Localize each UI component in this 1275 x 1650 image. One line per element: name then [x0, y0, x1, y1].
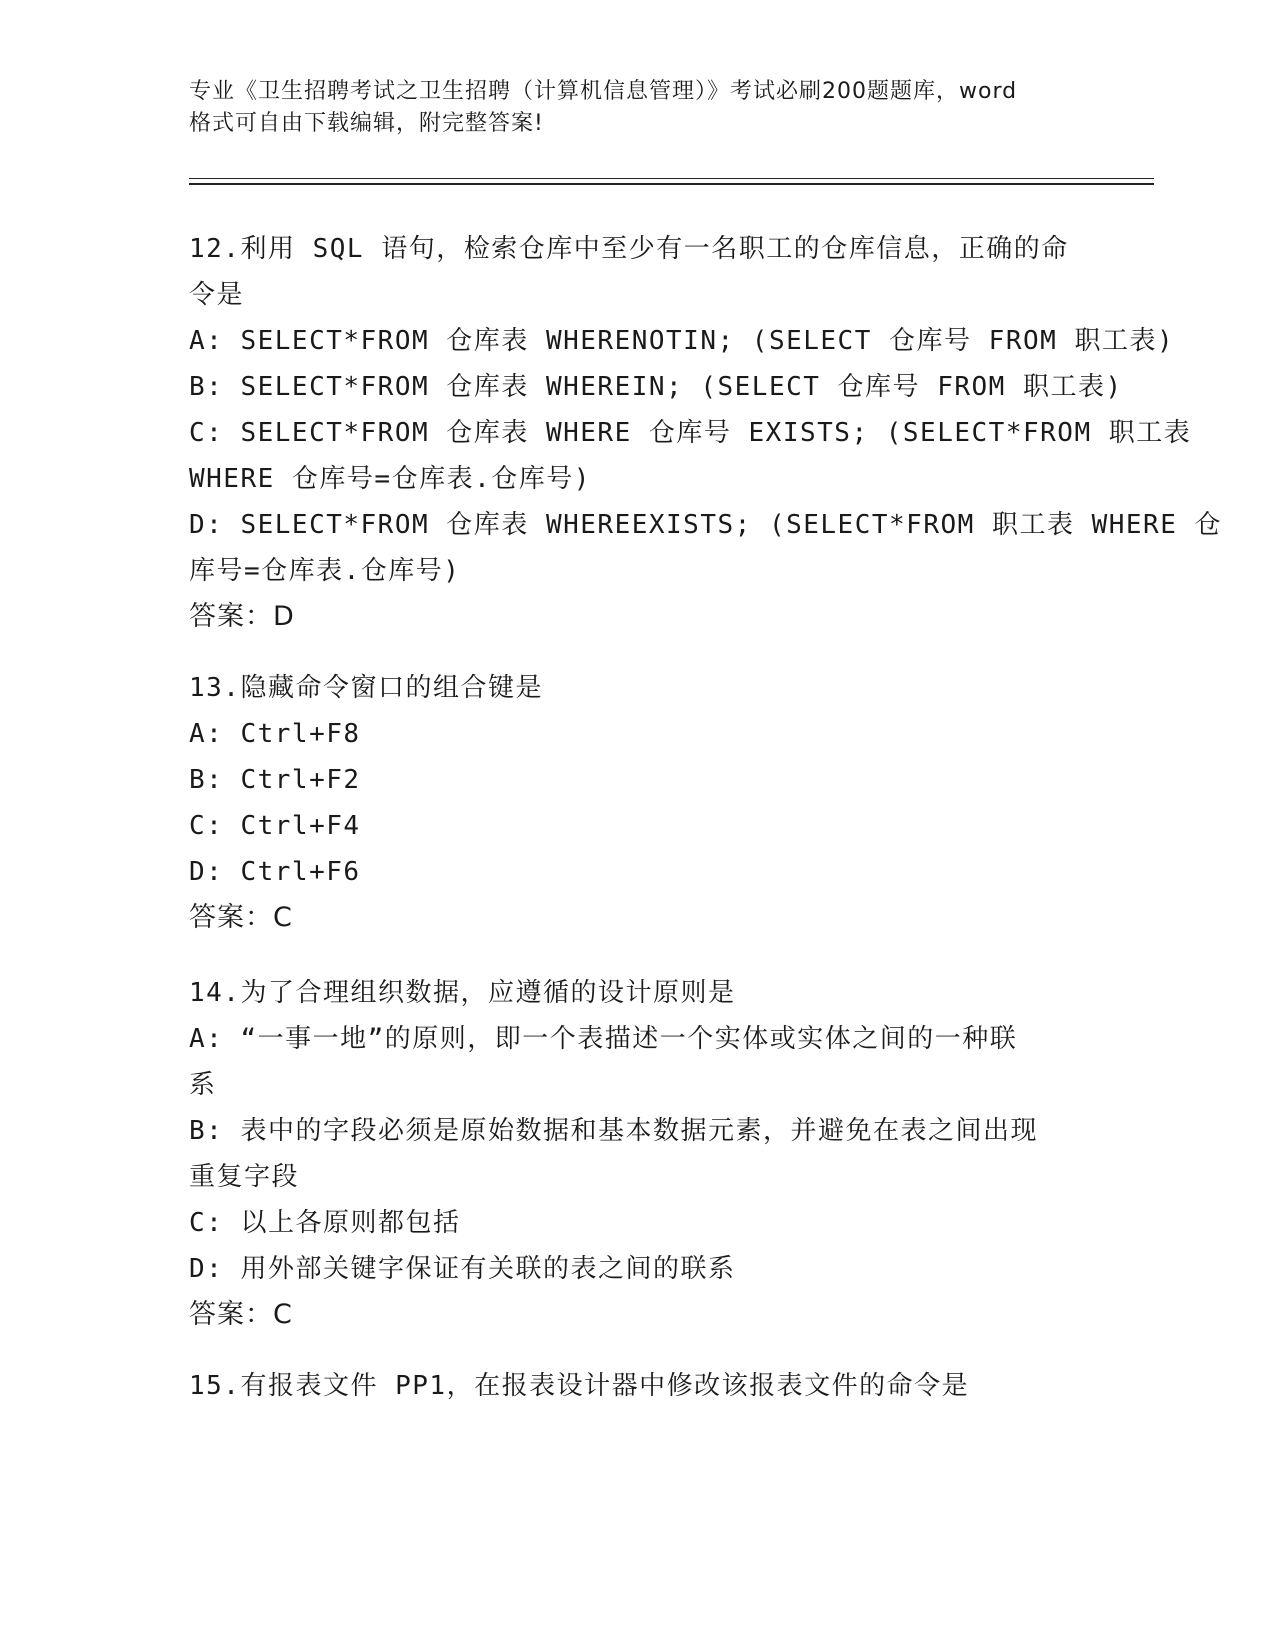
question-13-option-d: D: Ctrl+F6	[189, 857, 361, 887]
question-14-answer: 答案：C	[189, 1299, 293, 1330]
header-divider-thin	[189, 178, 1154, 179]
header-line-1: 专业《卫生招聘考试之卫生招聘（计算机信息管理）》考试必刷200题题库，word	[189, 79, 1018, 104]
question-12-option-d-line-2: 库号=仓库表.仓库号)	[189, 556, 461, 586]
question-14-option-d: D: 用外部关键字保证有关联的表之间的联系	[189, 1254, 736, 1284]
question-12-stem-line-2: 令是	[189, 280, 245, 310]
header-line-2: 格式可自由下载编辑，附完整答案!	[189, 111, 544, 136]
header-divider-thick	[189, 183, 1154, 185]
question-12-option-c-line-1: C: SELECT*FROM 仓库表 WHERE 仓库号 EXISTS; (SELECT*FROM 职工表	[189, 418, 1192, 448]
question-14-option-b-line-1: B: 表中的字段必须是原始数据和基本数据元素，并避免在表之间出现	[189, 1116, 1038, 1146]
question-15-stem: 15.有报表文件 PP1，在报表设计器中修改该报表文件的命令是	[189, 1371, 970, 1401]
question-12	[189, 226, 1223, 640]
question-13-option-b: B: Ctrl+F2	[189, 765, 361, 795]
question-13-stem: 13.隐藏命令窗口的组合键是	[189, 673, 543, 703]
question-14-option-a-line-2: 系	[189, 1070, 217, 1100]
question-13-option-c: C: Ctrl+F4	[189, 811, 361, 841]
question-12-option-d-line-1: D: SELECT*FROM 仓库表 WHEREEXISTS; (SELECT*FROM 职工表 WHERE 仓	[189, 510, 1223, 540]
question-12-option-b: B: SELECT*FROM 仓库表 WHEREIN; (SELECT 仓库号 FROM 职工表)	[189, 372, 1123, 402]
question-12-answer: 答案：D	[189, 601, 295, 632]
question-14-stem: 14.为了合理组织数据，应遵循的设计原则是	[189, 978, 736, 1008]
question-14-option-b-line-2: 重复字段	[189, 1162, 300, 1192]
question-13-option-a: A: Ctrl+F8	[189, 719, 361, 749]
document-header	[189, 76, 1089, 140]
question-13-answer: 答案：C	[189, 902, 293, 933]
question-12-option-a: A: SELECT*FROM 仓库表 WHERENOTIN; (SELECT 仓库号 FROM 职工表)	[189, 326, 1175, 356]
question-14-option-a-line-1: A: “一事一地”的原则，即一个表描述一个实体或实体之间的一种联	[189, 1024, 1018, 1054]
question-13	[189, 665, 1089, 941]
question-14	[189, 970, 1089, 1338]
question-12-option-c-line-2: WHERE 仓库号=仓库表.仓库号)	[189, 464, 591, 494]
question-14-option-c: C: 以上各原则都包括	[189, 1208, 461, 1238]
question-15	[189, 1363, 1089, 1409]
question-12-stem-line-1: 12.利用 SQL 语句，检索仓库中至少有一名职工的仓库信息，正确的命	[189, 234, 1069, 264]
